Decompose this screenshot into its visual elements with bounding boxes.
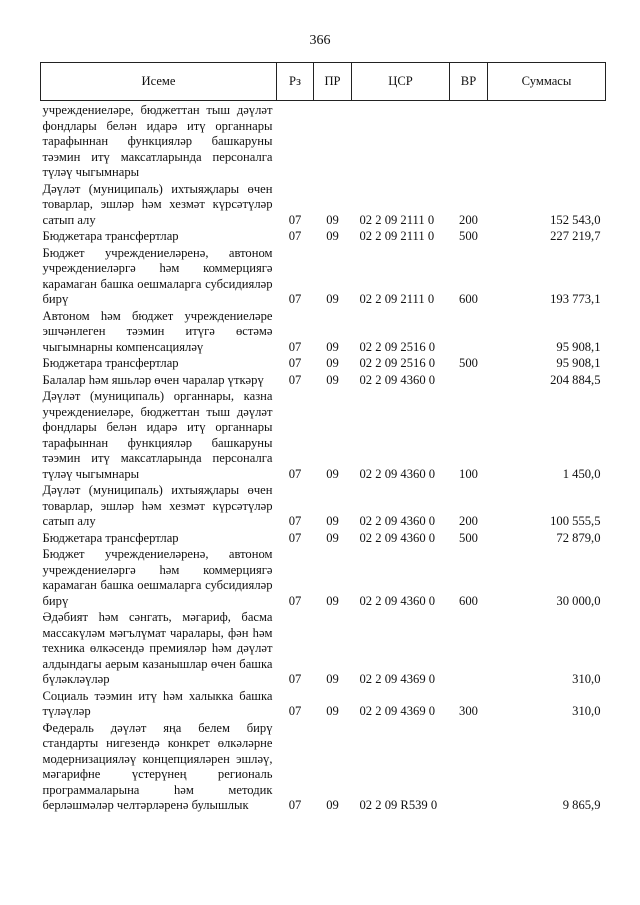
table-row [41,389,606,483]
header-pr: ПР [314,63,352,101]
row-pr: 09 [326,292,339,306]
row-sum: 95 908,1 [556,356,601,370]
row-csr: 02 2 09 4360 0 [359,466,436,481]
row-vr: 300 [459,704,478,718]
row-vr [450,610,488,689]
row-vr [450,721,488,815]
row-csr: 02 2 09 R539 0 [359,798,438,812]
row-sum: 227 219,7 [550,229,601,243]
table-header [41,63,606,101]
row-pr: 09 [326,212,339,227]
row-csr: 02 2 09 2111 0 [359,292,435,306]
table-row [41,101,606,182]
row-csr: 02 2 09 4360 0 [359,372,436,387]
header-csr: ЦСР [352,63,450,101]
row-vr: 500 [459,229,478,243]
row-pr: 09 [326,798,339,812]
row-csr [352,101,450,182]
row-name: Әдәбият һәм сәнгать, мәгариф, басма массакүләм мәгълүмат чаралары, фән һәм техника өлкәсендә премияләр һәм дәүләт алдындагы аерым казанышлар өчен башка бүләкләүләр [42,610,273,686]
table-row [41,610,606,689]
row-vr: 600 [459,292,478,306]
row-rz: 07 [288,212,302,227]
row-vr: 500 [459,530,478,545]
row-rz: 07 [288,229,302,243]
row-pr: 09 [326,229,339,243]
row-pr: 09 [326,514,339,528]
row-rz: 07 [288,593,302,608]
row-pr: 09 [326,704,339,718]
row-vr: 100 [459,466,478,481]
table-row [41,547,606,610]
row-rz: 07 [288,356,302,370]
row-sum: 30 000,0 [556,593,601,608]
header-sum: Суммасы [488,63,606,101]
row-csr: 02 2 09 4369 0 [359,704,436,718]
row-sum: 193 773,1 [550,292,601,306]
row-name: Дәүләт (муниципаль) ихтыяҗлары өчен товарлар, эшләр һәм хезмәт күрсәтүләр сатып алу [42,181,273,227]
row-sum: 152 543,0 [550,212,601,227]
header-name: Исеме [41,63,277,101]
row-csr: 02 2 09 4360 0 [359,530,436,545]
row-pr: 09 [326,372,339,387]
row-sum [488,101,606,182]
table-row [41,246,606,309]
row-pr: 09 [326,593,339,608]
table-body [41,101,606,815]
row-vr: 200 [459,212,478,227]
row-rz: 07 [288,292,302,306]
table-row [41,182,606,230]
table-row [41,373,606,390]
row-pr: 09 [326,672,339,686]
row-name: Бюджетара трансфертлар [42,530,179,545]
row-rz: 07 [288,798,302,812]
row-vr [450,373,488,390]
row-pr [314,101,352,182]
row-name: Балалар һәм яшьләр өчен чаралар үткәрү [42,372,264,387]
row-csr: 02 2 09 2516 0 [359,339,436,354]
row-pr: 09 [326,530,339,545]
row-rz: 07 [288,704,302,718]
row-rz: 07 [288,339,302,354]
page-number: 366 [309,33,331,48]
row-pr: 09 [326,466,339,481]
table-row [41,721,606,815]
row-sum: 95 908,1 [556,339,601,354]
row-rz: 07 [288,514,302,528]
row-csr: 02 2 09 4360 0 [359,593,436,608]
row-sum: 1 450,0 [562,466,601,481]
row-rz: 07 [288,372,302,387]
row-name: Социаль тәэмин итү һәм халыкка башка түләүләр [42,688,273,718]
row-pr: 09 [326,339,339,354]
row-name: Бюджет учреждениеләренә, автоном учреждениеләргә һәм коммерциягә карамаган башка оешмаларга субсидияләр бирү [42,547,273,608]
row-rz: 07 [288,672,302,686]
row-sum: 310,0 [572,704,601,718]
row-csr: 02 2 09 4369 0 [359,672,436,686]
budget-table [40,62,606,815]
row-name: Бюджетара трансфертлар [42,356,179,370]
row-vr: 600 [459,593,478,608]
table-row [41,356,606,373]
row-name: Автоном һәм бюджет учреждениеләре эшчәнлеген тәэмин итүгә өстәмә чыгымнарны компенсацияләү [42,308,273,354]
row-rz: 07 [288,530,302,545]
row-sum: 100 555,5 [550,514,601,528]
table-row [41,229,606,246]
row-vr [450,309,488,357]
row-rz [277,101,314,182]
table-row [41,689,606,721]
row-rz: 07 [288,466,302,481]
row-name: Бюджет учреждениеләренә, автоном учреждениеләргә һәм коммерциягә карамаган башка оешмаларга субсидияләр бирү [42,245,273,306]
row-vr: 500 [459,356,478,370]
header-vr: ВР [450,63,488,101]
table-row [41,309,606,357]
row-name: Федераль дәүләт яңа белем бирү стандарты нигезендә конкрет өлкәләрне модернизацияләү концепцияләрен эшләү, мәгарифне үстерүнең региональ программаларына һәм методик берләшмәләр челтәрләренә булышлык [42,720,273,812]
header-rz: Рз [277,63,314,101]
row-name: учреждениеләре, бюджеттан тыш дәүләт фондлары белән идарә итү органнары тарафыннан функцияләр башкаруны тәэмин итү максатларында персоналга түләү чыгымнары [42,103,273,179]
row-sum: 204 884,5 [550,372,601,387]
row-csr: 02 2 09 2111 0 [359,229,435,243]
row-csr: 02 2 09 2111 0 [359,212,435,227]
row-csr: 02 2 09 2516 0 [359,356,436,370]
row-sum: 72 879,0 [556,530,601,545]
row-sum: 310,0 [572,672,601,686]
table-row [41,483,606,531]
row-name: Бюджетара трансфертлар [42,229,179,243]
row-sum: 9 865,9 [562,798,601,812]
row-vr: 200 [459,514,478,528]
row-csr: 02 2 09 4360 0 [359,514,436,528]
table-row [41,531,606,548]
row-name: Дәүләт (муниципаль) ихтыяҗлары өчен товарлар, эшләр һәм хезмәт күрсәтүләр сатып алу [42,483,273,528]
row-name: Дәүләт (муниципаль) органнары, казна учреждениеләре, бюджеттан тыш дәүләт фондлары белән идарә итү органнары тарафыннан функцияләр башкаруны тәэмин итү максатларында персоналга түләү чыгымнары [42,389,273,481]
row-pr: 09 [326,356,339,370]
row-vr [450,101,488,182]
